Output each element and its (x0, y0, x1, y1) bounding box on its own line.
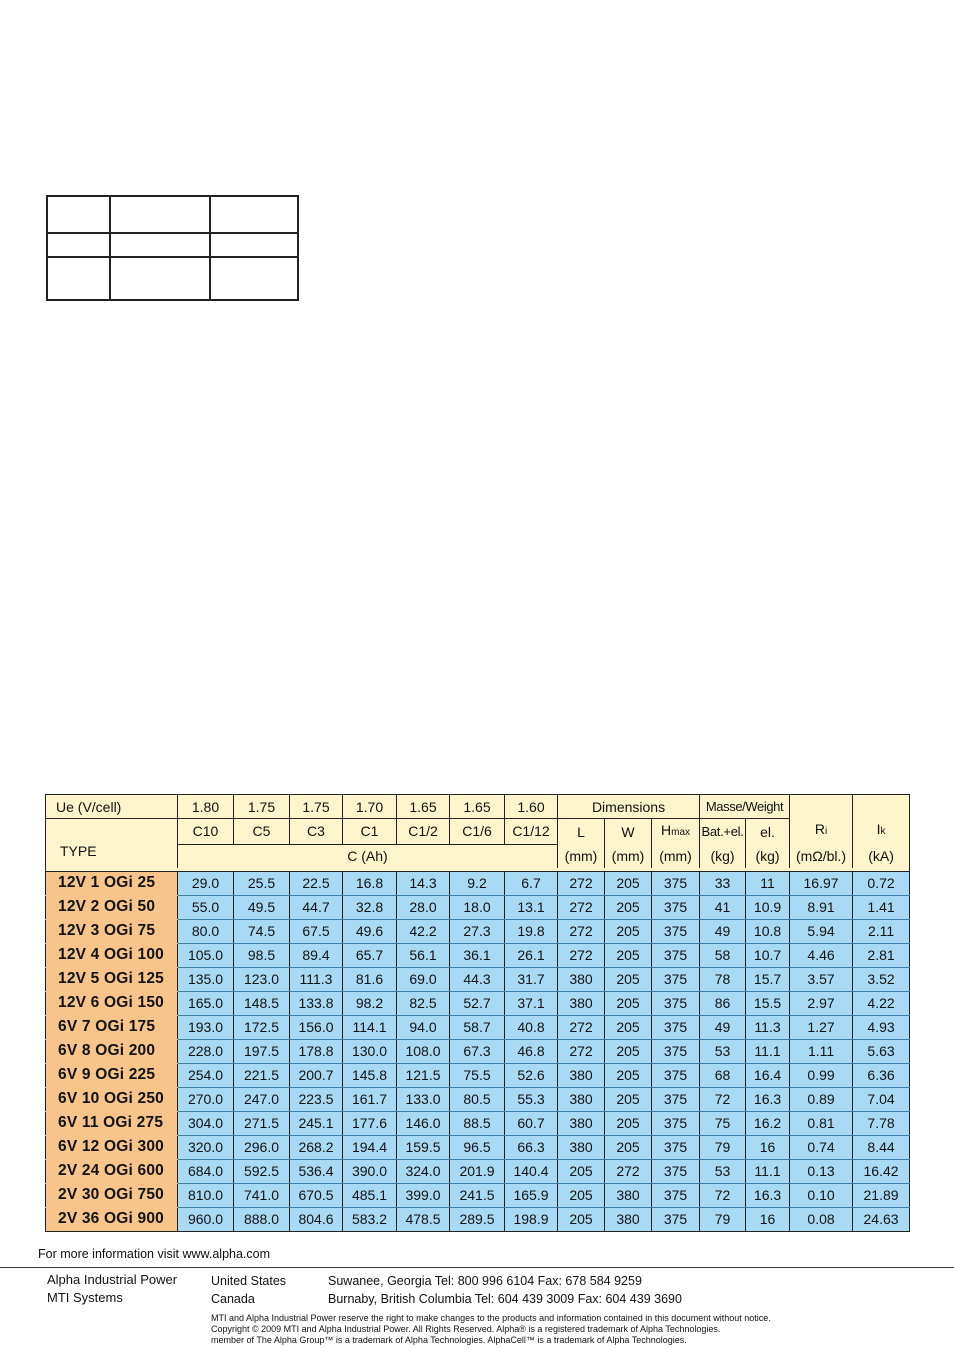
value-cell: 140.4 (505, 1159, 558, 1183)
value-cell: 121.5 (397, 1063, 450, 1087)
table-row (46, 1111, 910, 1135)
value-cell: 16.8 (343, 871, 397, 895)
contact-address: Burnaby, British Columbia Tel: 604 439 3009 Fax: 604 439 3690 (328, 1292, 682, 1306)
value-cell: 380 (605, 1183, 652, 1207)
value-cell: 133.0 (397, 1087, 450, 1111)
value-cell: 156.0 (290, 1015, 343, 1039)
value-cell: 44.7 (290, 895, 343, 919)
value-cell: 375 (652, 991, 700, 1015)
value-cell: 272 (605, 1159, 652, 1183)
value-cell: 37.1 (505, 991, 558, 1015)
value-cell: 221.5 (234, 1063, 290, 1087)
value-cell: 7.78 (853, 1111, 910, 1135)
value-cell: 1.11 (790, 1039, 853, 1063)
height-unit: (mm) (652, 844, 700, 868)
el-label: el. (746, 819, 790, 845)
value-cell: 79 (700, 1135, 746, 1159)
table-body (46, 871, 910, 1231)
value-cell: 201.9 (450, 1159, 505, 1183)
rate-row (46, 819, 910, 845)
rate-label: C1/6 (450, 819, 505, 845)
value-cell: 16.4 (746, 1063, 790, 1087)
value-cell: 130.0 (343, 1039, 397, 1063)
battery-type-cell: 12V 3 OGi 75 (46, 919, 178, 943)
value-cell: 304.0 (178, 1111, 234, 1135)
value-cell: 375 (652, 967, 700, 991)
value-cell: 36.1 (450, 943, 505, 967)
value-cell: 684.0 (178, 1159, 234, 1183)
battery-type-cell: 6V 7 OGi 175 (46, 1015, 178, 1039)
height-label: Hmax (652, 819, 700, 845)
el-unit: (kg) (746, 844, 790, 868)
rate-label: C10 (178, 819, 234, 845)
battery-spec-table (45, 794, 909, 1240)
value-cell: 375 (652, 1135, 700, 1159)
value-cell: 15.5 (746, 991, 790, 1015)
value-cell: 272 (558, 1015, 605, 1039)
value-cell: 0.13 (790, 1159, 853, 1183)
value-cell: 380 (605, 1207, 652, 1231)
rate-label: C1/12 (505, 819, 558, 845)
value-cell: 80.0 (178, 919, 234, 943)
value-cell: 10.8 (746, 919, 790, 943)
value-cell: 49.5 (234, 895, 290, 919)
ri-unit: (mΩ/bl.) (795, 847, 847, 864)
value-cell: 583.2 (343, 1207, 397, 1231)
weight-header: Masse/Weight (700, 795, 790, 819)
value-cell: 3.57 (790, 967, 853, 991)
value-cell: 72 (700, 1087, 746, 1111)
value-cell: 375 (652, 1039, 700, 1063)
value-cell: 105.0 (178, 943, 234, 967)
value-cell: 375 (652, 1111, 700, 1135)
bat-el-unit: (kg) (700, 844, 746, 868)
value-cell: 205 (605, 1063, 652, 1087)
value-cell: 6.7 (505, 871, 558, 895)
value-cell: 205 (605, 1111, 652, 1135)
value-cell: 11.3 (746, 1015, 790, 1039)
value-cell: 289.5 (450, 1207, 505, 1231)
value-cell: 223.5 (290, 1087, 343, 1111)
value-cell: 380 (558, 1087, 605, 1111)
value-cell: 200.7 (290, 1063, 343, 1087)
rate-label: C5 (234, 819, 290, 845)
value-cell: 205 (605, 991, 652, 1015)
value-cell: 205 (558, 1159, 605, 1183)
company-name: MTI Systems (47, 1290, 123, 1305)
value-cell: 46.8 (505, 1039, 558, 1063)
type-header: TYPE (46, 819, 178, 868)
value-cell: 75 (700, 1111, 746, 1135)
value-cell: 44.3 (450, 967, 505, 991)
value-cell: 205 (605, 1135, 652, 1159)
value-cell: 6.36 (853, 1063, 910, 1087)
capacity-unit: C (Ah) (178, 844, 558, 868)
table-row (46, 1063, 910, 1087)
value-cell: 0.74 (790, 1135, 853, 1159)
value-cell: 198.9 (505, 1207, 558, 1231)
value-cell: 375 (652, 943, 700, 967)
value-cell: 810.0 (178, 1183, 234, 1207)
value-cell: 2.97 (790, 991, 853, 1015)
value-cell: 205 (605, 943, 652, 967)
value-cell: 29.0 (178, 871, 234, 895)
value-cell: 159.5 (397, 1135, 450, 1159)
value-cell: 15.7 (746, 967, 790, 991)
value-cell: 27.3 (450, 919, 505, 943)
grid-line (48, 256, 297, 258)
value-cell: 16 (746, 1135, 790, 1159)
value-cell: 16.3 (746, 1087, 790, 1111)
value-cell: 375 (652, 871, 700, 895)
value-cell: 9.2 (450, 871, 505, 895)
value-cell: 205 (558, 1183, 605, 1207)
value-cell: 375 (652, 1087, 700, 1111)
value-cell: 72 (700, 1183, 746, 1207)
length-unit: (mm) (558, 844, 605, 868)
value-cell: 380 (558, 991, 605, 1015)
table-row (46, 895, 910, 919)
value-cell: 22.5 (290, 871, 343, 895)
value-cell: 296.0 (234, 1135, 290, 1159)
value-cell: 0.81 (790, 1111, 853, 1135)
value-cell: 375 (652, 1183, 700, 1207)
value-cell: 52.6 (505, 1063, 558, 1087)
table-header (46, 795, 910, 872)
bat-el-label: Bat.+el. (700, 819, 746, 845)
value-cell: 41 (700, 895, 746, 919)
value-cell: 55.0 (178, 895, 234, 919)
value-cell: 145.8 (343, 1063, 397, 1087)
table-row (46, 1183, 910, 1207)
value-cell: 4.22 (853, 991, 910, 1015)
value-cell: 375 (652, 919, 700, 943)
value-cell: 960.0 (178, 1207, 234, 1231)
value-cell: 19.8 (505, 919, 558, 943)
value-cell: 89.4 (290, 943, 343, 967)
value-cell: 194.4 (343, 1135, 397, 1159)
grid-line (209, 197, 211, 299)
value-cell: 148.5 (234, 991, 290, 1015)
ue-value: 1.70 (343, 795, 397, 819)
grid-line (109, 197, 111, 299)
value-cell: 11.1 (746, 1159, 790, 1183)
value-cell: 82.5 (397, 991, 450, 1015)
value-cell: 375 (652, 1063, 700, 1087)
value-cell: 16.3 (746, 1183, 790, 1207)
value-cell: 205 (605, 1087, 652, 1111)
value-cell: 33 (700, 871, 746, 895)
table-row (46, 1159, 910, 1183)
value-cell: 0.08 (790, 1207, 853, 1231)
value-cell: 42.2 (397, 919, 450, 943)
contact-address: Suwanee, Georgia Tel: 800 996 6104 Fax: 678 584 9259 (328, 1274, 642, 1288)
value-cell: 18.0 (450, 895, 505, 919)
value-cell: 4.46 (790, 943, 853, 967)
value-cell: 58 (700, 943, 746, 967)
value-cell: 8.91 (790, 895, 853, 919)
ue-value: 1.65 (450, 795, 505, 819)
value-cell: 399.0 (397, 1183, 450, 1207)
value-cell: 80.5 (450, 1087, 505, 1111)
table-row (46, 943, 910, 967)
value-cell: 28.0 (397, 895, 450, 919)
value-cell: 74.5 (234, 919, 290, 943)
value-cell: 21.89 (853, 1183, 910, 1207)
empty-grid-table (46, 195, 299, 301)
value-cell: 26.1 (505, 943, 558, 967)
footer-divider (0, 1267, 954, 1268)
table-row (46, 967, 910, 991)
value-cell: 16.97 (790, 871, 853, 895)
value-cell: 380 (558, 1063, 605, 1087)
table-row (46, 1039, 910, 1063)
value-cell: 65.7 (343, 943, 397, 967)
value-cell: 485.1 (343, 1183, 397, 1207)
copyright-notice: Copyright © 2009 MTI and Alpha Industrial Power. All Rights Reserved. Alpha® is a registered trademark of Alpha Technologies. (211, 1324, 721, 1334)
value-cell: 49 (700, 1015, 746, 1039)
ri-header (790, 795, 853, 868)
value-cell: 380 (558, 1135, 605, 1159)
ue-value: 1.65 (397, 795, 450, 819)
value-cell: 7.04 (853, 1087, 910, 1111)
value-cell: 40.8 (505, 1015, 558, 1039)
value-cell: 8.44 (853, 1135, 910, 1159)
value-cell: 67.5 (290, 919, 343, 943)
table-row (46, 919, 910, 943)
value-cell: 741.0 (234, 1183, 290, 1207)
value-cell: 270.0 (178, 1087, 234, 1111)
value-cell: 88.5 (450, 1111, 505, 1135)
value-cell: 888.0 (234, 1207, 290, 1231)
value-cell: 375 (652, 1159, 700, 1183)
value-cell: 380 (558, 1111, 605, 1135)
value-cell: 49 (700, 919, 746, 943)
value-cell: 60.7 (505, 1111, 558, 1135)
value-cell: 16 (746, 1207, 790, 1231)
value-cell: 79 (700, 1207, 746, 1231)
value-cell: 5.94 (790, 919, 853, 943)
value-cell: 0.72 (853, 871, 910, 895)
value-cell: 53 (700, 1039, 746, 1063)
value-cell: 478.5 (397, 1207, 450, 1231)
value-cell: 66.3 (505, 1135, 558, 1159)
legal-notice: MTI and Alpha Industrial Power reserve the right to make changes to the products and information contained in this document without notice. (211, 1313, 771, 1323)
value-cell: 98.5 (234, 943, 290, 967)
ue-label: Ue (V/cell) (46, 795, 178, 819)
value-cell: 272 (558, 871, 605, 895)
ue-row (46, 795, 910, 819)
battery-type-cell: 12V 4 OGi 100 (46, 943, 178, 967)
value-cell: 1.41 (853, 895, 910, 919)
value-cell: 245.1 (290, 1111, 343, 1135)
table-row (46, 1207, 910, 1231)
value-cell: 56.1 (397, 943, 450, 967)
value-cell: 271.5 (234, 1111, 290, 1135)
value-cell: 94.0 (397, 1015, 450, 1039)
value-cell: 205 (605, 1039, 652, 1063)
value-cell: 5.63 (853, 1039, 910, 1063)
value-cell: 205 (605, 1015, 652, 1039)
value-cell: 111.3 (290, 967, 343, 991)
value-cell: 4.93 (853, 1015, 910, 1039)
value-cell: 96.5 (450, 1135, 505, 1159)
value-cell: 268.2 (290, 1135, 343, 1159)
value-cell: 161.7 (343, 1087, 397, 1111)
value-cell: 177.6 (343, 1111, 397, 1135)
value-cell: 247.0 (234, 1087, 290, 1111)
ik-symbol: Ik (876, 820, 886, 837)
value-cell: 31.7 (505, 967, 558, 991)
grid-line (48, 232, 297, 234)
value-cell: 272 (558, 895, 605, 919)
value-cell: 78 (700, 967, 746, 991)
battery-type-cell: 6V 11 OGi 275 (46, 1111, 178, 1135)
value-cell: 13.1 (505, 895, 558, 919)
value-cell: 205 (605, 871, 652, 895)
table-row (46, 1135, 910, 1159)
table-row (46, 991, 910, 1015)
battery-type-cell: 2V 30 OGi 750 (46, 1183, 178, 1207)
value-cell: 592.5 (234, 1159, 290, 1183)
ue-value: 1.75 (290, 795, 343, 819)
value-cell: 205 (605, 895, 652, 919)
value-cell: 69.0 (397, 967, 450, 991)
value-cell: 193.0 (178, 1015, 234, 1039)
rate-label: C1 (343, 819, 397, 845)
ue-value: 1.60 (505, 795, 558, 819)
value-cell: 133.8 (290, 991, 343, 1015)
value-cell: 55.3 (505, 1087, 558, 1111)
value-cell: 10.7 (746, 943, 790, 967)
more-info-text: For more information visit www.alpha.com (38, 1247, 271, 1261)
value-cell: 804.6 (290, 1207, 343, 1231)
value-cell: 2.81 (853, 943, 910, 967)
value-cell: 205 (605, 967, 652, 991)
value-cell: 14.3 (397, 871, 450, 895)
ue-value: 1.75 (234, 795, 290, 819)
table-row (46, 1087, 910, 1111)
value-cell: 3.52 (853, 967, 910, 991)
ue-value: 1.80 (178, 795, 234, 819)
value-cell: 320.0 (178, 1135, 234, 1159)
rate-label: C3 (290, 819, 343, 845)
value-cell: 135.0 (178, 967, 234, 991)
value-cell: 24.63 (853, 1207, 910, 1231)
value-cell: 67.3 (450, 1039, 505, 1063)
ri-symbol: Ri (814, 820, 828, 837)
value-cell: 58.7 (450, 1015, 505, 1039)
ik-header (853, 795, 910, 868)
value-cell: 11 (746, 871, 790, 895)
value-cell: 68 (700, 1063, 746, 1087)
value-cell: 165.9 (505, 1183, 558, 1207)
spec-table (45, 794, 910, 1232)
value-cell: 272 (558, 943, 605, 967)
value-cell: 81.6 (343, 967, 397, 991)
value-cell: 52.7 (450, 991, 505, 1015)
width-unit: (mm) (605, 844, 652, 868)
battery-type-cell: 12V 5 OGi 125 (46, 967, 178, 991)
battery-type-cell: 6V 9 OGi 225 (46, 1063, 178, 1087)
trademark-notice: member of The Alpha Group™ is a trademark of Alpha Technologies. AlphaCell™ is a trademark of Alpha Technologies. (211, 1335, 687, 1345)
value-cell: 324.0 (397, 1159, 450, 1183)
value-cell: 10.9 (746, 895, 790, 919)
value-cell: 11.1 (746, 1039, 790, 1063)
value-cell: 0.89 (790, 1087, 853, 1111)
value-cell: 228.0 (178, 1039, 234, 1063)
battery-type-cell: 2V 36 OGi 900 (46, 1207, 178, 1231)
value-cell: 1.27 (790, 1015, 853, 1039)
value-cell: 375 (652, 895, 700, 919)
value-cell: 53 (700, 1159, 746, 1183)
company-name: Alpha Industrial Power (47, 1272, 178, 1287)
value-cell: 165.0 (178, 991, 234, 1015)
length-label: L (558, 819, 605, 845)
battery-type-cell: 12V 6 OGi 150 (46, 991, 178, 1015)
value-cell: 272 (558, 919, 605, 943)
value-cell: 197.5 (234, 1039, 290, 1063)
ik-unit: (kA) (868, 847, 894, 864)
value-cell: 178.8 (290, 1039, 343, 1063)
value-cell: 2.11 (853, 919, 910, 943)
value-cell: 670.5 (290, 1183, 343, 1207)
value-cell: 172.5 (234, 1015, 290, 1039)
value-cell: 49.6 (343, 919, 397, 943)
value-cell: 123.0 (234, 967, 290, 991)
value-cell: 272 (558, 1039, 605, 1063)
value-cell: 86 (700, 991, 746, 1015)
rate-label: C1/2 (397, 819, 450, 845)
battery-type-cell: 2V 24 OGi 600 (46, 1159, 178, 1183)
value-cell: 375 (652, 1207, 700, 1231)
battery-type-cell: 6V 12 OGi 300 (46, 1135, 178, 1159)
value-cell: 16.42 (853, 1159, 910, 1183)
value-cell: 375 (652, 1015, 700, 1039)
value-cell: 0.10 (790, 1183, 853, 1207)
value-cell: 108.0 (397, 1039, 450, 1063)
value-cell: 32.8 (343, 895, 397, 919)
battery-type-cell: 6V 8 OGi 200 (46, 1039, 178, 1063)
value-cell: 98.2 (343, 991, 397, 1015)
value-cell: 25.5 (234, 871, 290, 895)
value-cell: 16.2 (746, 1111, 790, 1135)
table-row (46, 1015, 910, 1039)
country-label: United States (211, 1274, 287, 1288)
width-label: W (605, 819, 652, 845)
value-cell: 0.99 (790, 1063, 853, 1087)
value-cell: 75.5 (450, 1063, 505, 1087)
country-label: Canada (211, 1292, 255, 1306)
battery-type-cell: 12V 2 OGi 50 (46, 895, 178, 919)
battery-type-cell: 6V 10 OGi 250 (46, 1087, 178, 1111)
value-cell: 380 (558, 967, 605, 991)
value-cell: 390.0 (343, 1159, 397, 1183)
value-cell: 254.0 (178, 1063, 234, 1087)
battery-type-cell: 12V 1 OGi 25 (46, 871, 178, 895)
value-cell: 241.5 (450, 1183, 505, 1207)
value-cell: 536.4 (290, 1159, 343, 1183)
value-cell: 146.0 (397, 1111, 450, 1135)
value-cell: 114.1 (343, 1015, 397, 1039)
table-row (46, 871, 910, 895)
dimensions-header: Dimensions (558, 795, 700, 819)
value-cell: 205 (605, 919, 652, 943)
value-cell: 205 (558, 1207, 605, 1231)
